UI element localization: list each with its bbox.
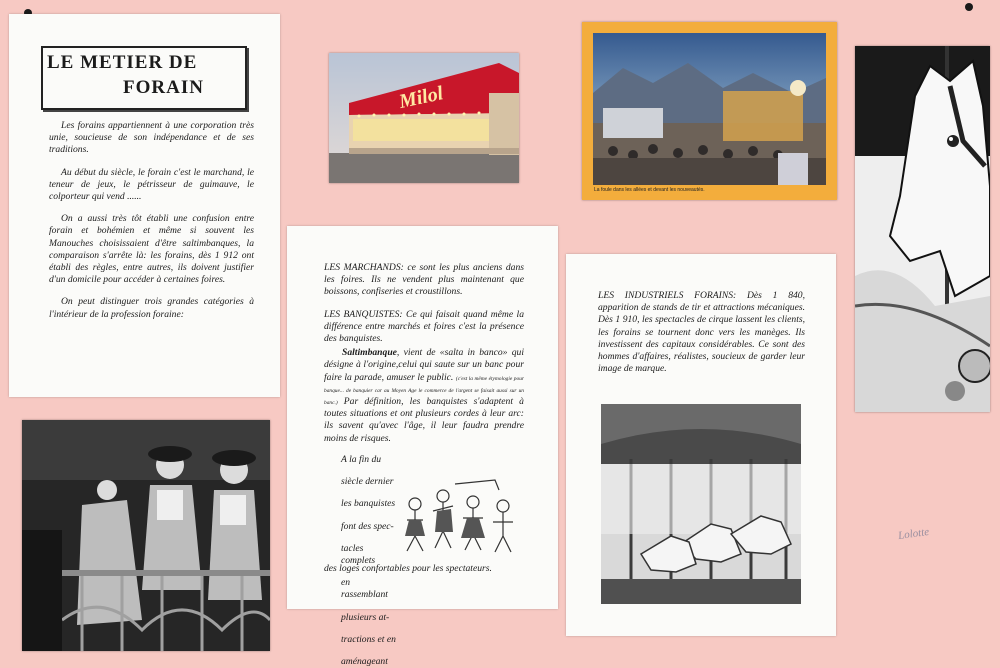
- vintage-children-photo-image: [22, 420, 270, 651]
- intro-paragraph-3: On a aussi très tôt établi une confusion entre forain et bohémien et même si souvent les Manouches choisissaient d'être saltimbanques, la comparaison s'arrête là: les forains, dès 1 912 ont établi des règles, entre autres, ils doivent justifier d'un domicile pour accéder à certaines foires.: [49, 213, 254, 286]
- pin-top-right: [965, 3, 973, 11]
- horse-photo: [855, 46, 990, 412]
- fin-siecle-line-4: font des spec-: [341, 520, 394, 532]
- saltimbanque-word: Saltimbanque: [342, 347, 397, 359]
- stand-photo: [329, 53, 519, 183]
- carousel-photo: [601, 404, 801, 604]
- title-line-2: FORAIN: [123, 77, 204, 98]
- fair-photo-image: [593, 33, 826, 185]
- vintage-children-photo: [22, 420, 270, 651]
- stand-sign-text: Milol: [397, 82, 446, 113]
- fin-siecle-line-7: plusieurs at-: [341, 611, 390, 623]
- fin-siecle-line-5: tacles complets: [341, 542, 376, 567]
- fair-photo: [582, 22, 837, 200]
- banquistes-illustration: [395, 476, 525, 556]
- intro-paragraph-2: Au début du siècle, le forain c'est le marchand, le teneur de jeux, le pétrisseur de guimauve, le colporteur qui vend ......: [49, 166, 254, 203]
- fin-siecle-line-3: les banquistes: [341, 498, 396, 510]
- fin-siecle-line-9: aménageant: [341, 656, 388, 668]
- signature: Lolotte: [897, 525, 930, 543]
- fin-siecle-line-6: en rassemblant: [341, 577, 388, 601]
- fin-siecle-last-line: des loges confortables pour les spectateurs.: [324, 563, 492, 574]
- industriels-paragraph: LES INDUSTRIELS FORAINS: Dès 1 840, apparition de stands de tir et attractions mécaniques. Dès 1 910, les spectacles de cirque lassent les clients, les forains se tournent donc vers les manèges. Ils investissent des capitaux considérables. Ce sont des hommes d'affaires, réalistes, soucieux de garder leur image de marque.: [598, 290, 805, 375]
- title-box: [41, 46, 247, 110]
- banquistes-paper: [287, 226, 558, 668]
- saltimbanque-note: (c'est la même étymologie pour banque... de banquier car au Moyen Age le commerce de l'argent se faisait aussi sur un banc.): [324, 375, 524, 407]
- saltimbanque-paragraph: [324, 347, 524, 445]
- title-line-1: LE METIER DE: [47, 52, 198, 73]
- banquistes-text: [324, 262, 524, 445]
- fin-siecle-column: [341, 454, 397, 668]
- fin-siecle-line-8: tractions et en: [341, 633, 396, 645]
- horse-photo-image: [855, 46, 990, 412]
- fair-photo-caption: La foule dans les allées et devant les nouveautés.: [594, 187, 705, 193]
- banquistes-paragraph: LES BANQUISTES: Ce qui faisait quand même la différence entre marchés et foires c'est la présence des banquistes.: [324, 308, 524, 345]
- intro-paragraph-4: On peut distinguer trois grandes catégories à l'intérieur de la profession foraine:: [49, 296, 254, 320]
- intro-text: [49, 120, 254, 321]
- intro-paragraph-1: Les forains appartiennent à une corporation très unie, soucieuse de son indépendance et de ses traditions.: [49, 120, 254, 156]
- fin-siecle-line-2: siècle dernier: [341, 476, 394, 488]
- industriels-paper: [566, 254, 836, 636]
- saltimbanque-text: , vient de «salta in banco» qui désigne à l'origine,celui qui saute sur un banc pour faire la parade, amuser le public.: [324, 347, 524, 383]
- stand-photo-image: [329, 53, 519, 183]
- marchands-paragraph: LES MARCHANDS: ce sont les plus anciens dans les foires. Ils ne vendent plus maintenant que boissons, confiseries et croustillons.: [324, 262, 524, 298]
- saltimbanque-definition: Par définition, les banquistes s'adaptent à toutes situations et ont plusieurs cordes à leur arc: ils savent qu'avec l'âge, il leur faudra prendre moins de risques.: [324, 396, 524, 444]
- intro-paper: [9, 14, 280, 397]
- fin-siecle-line-1: A la fin du: [341, 454, 382, 465]
